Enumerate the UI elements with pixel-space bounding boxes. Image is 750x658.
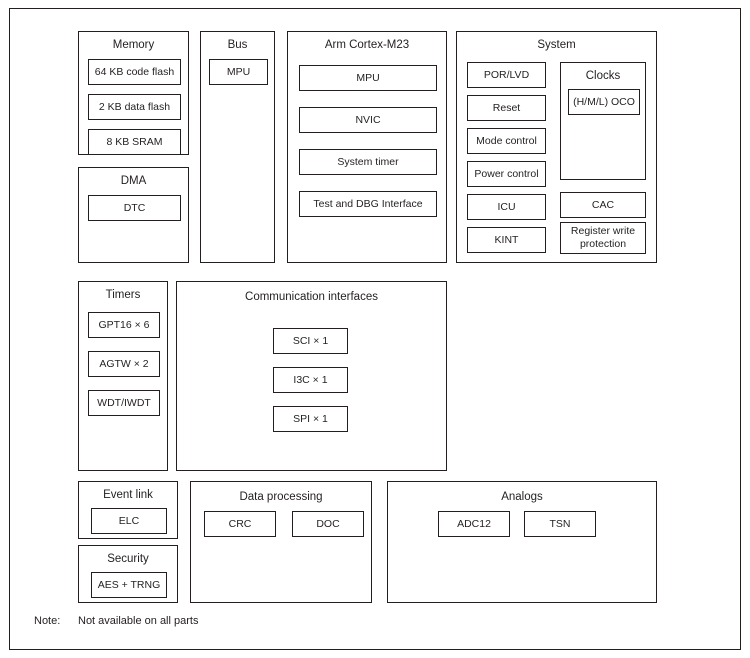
group-bus [200, 31, 275, 263]
block-dtc: DTC [88, 195, 181, 221]
block-oco: (H/M/L) OCO [568, 89, 640, 115]
block-elc: ELC [91, 508, 167, 534]
group-timers-title: Timers [105, 289, 141, 301]
block-test-dbg-interface: Test and DBG Interface [299, 191, 437, 217]
group-communication-interfaces [176, 281, 447, 471]
block-spi: SPI × 1 [273, 406, 348, 432]
block-bus-mpu: MPU [209, 59, 268, 85]
block-mode-control: Mode control [467, 128, 546, 154]
block-i3c: I3C × 1 [273, 367, 348, 393]
group-arm-cortex-m23-title: Arm Cortex-M23 [324, 39, 410, 51]
group-dma [78, 167, 189, 263]
block-nvic: NVIC [299, 107, 437, 133]
group-bus-title: Bus [227, 39, 248, 51]
block-crc: CRC [204, 511, 276, 537]
group-data-processing [190, 481, 372, 603]
block-por-lvd: POR/LVD [467, 62, 546, 88]
group-clocks [560, 62, 646, 180]
group-system [456, 31, 657, 263]
group-timers [78, 281, 168, 471]
group-security-title: Security [107, 553, 149, 565]
block-wdt-iwdt: WDT/IWDT [88, 390, 160, 416]
group-event-link-title: Event link [103, 489, 153, 501]
block-kint: KINT [467, 227, 546, 253]
block-adc12: ADC12 [438, 511, 510, 537]
block-power-control: Power control [467, 161, 546, 187]
block-sci: SCI × 1 [273, 328, 348, 354]
block-cpu-mpu: MPU [299, 65, 437, 91]
block-agtw: AGTW × 2 [88, 351, 160, 377]
block-code-flash: 64 KB code flash [88, 59, 181, 85]
note-text: Not available on all parts [78, 615, 199, 627]
group-memory [78, 31, 189, 155]
note-label: Note: [34, 615, 61, 627]
block-sram: 8 KB SRAM [88, 129, 181, 155]
block-register-write-protection: Register write protection [560, 222, 646, 254]
block-tsn: TSN [524, 511, 596, 537]
group-security [78, 545, 178, 603]
block-gpt16: GPT16 × 6 [88, 312, 160, 338]
group-system-title: System [537, 39, 576, 51]
group-event-link [78, 481, 178, 539]
group-clocks-title: Clocks [585, 70, 621, 82]
block-cac: CAC [560, 192, 646, 218]
group-analogs [387, 481, 657, 603]
group-arm-cortex-m23 [287, 31, 447, 263]
block-reset: Reset [467, 95, 546, 121]
block-icu: ICU [467, 194, 546, 220]
block-data-flash: 2 KB data flash [88, 94, 181, 120]
block-system-timer: System timer [299, 149, 437, 175]
group-data-processing-title: Data processing [239, 491, 323, 503]
group-memory-title: Memory [112, 39, 155, 51]
group-communication-interfaces-title: Communication interfaces [245, 291, 378, 303]
block-aes-trng: AES + TRNG [91, 572, 167, 598]
group-analogs-title: Analogs [501, 491, 543, 503]
group-dma-title: DMA [120, 175, 147, 187]
block-doc: DOC [292, 511, 364, 537]
